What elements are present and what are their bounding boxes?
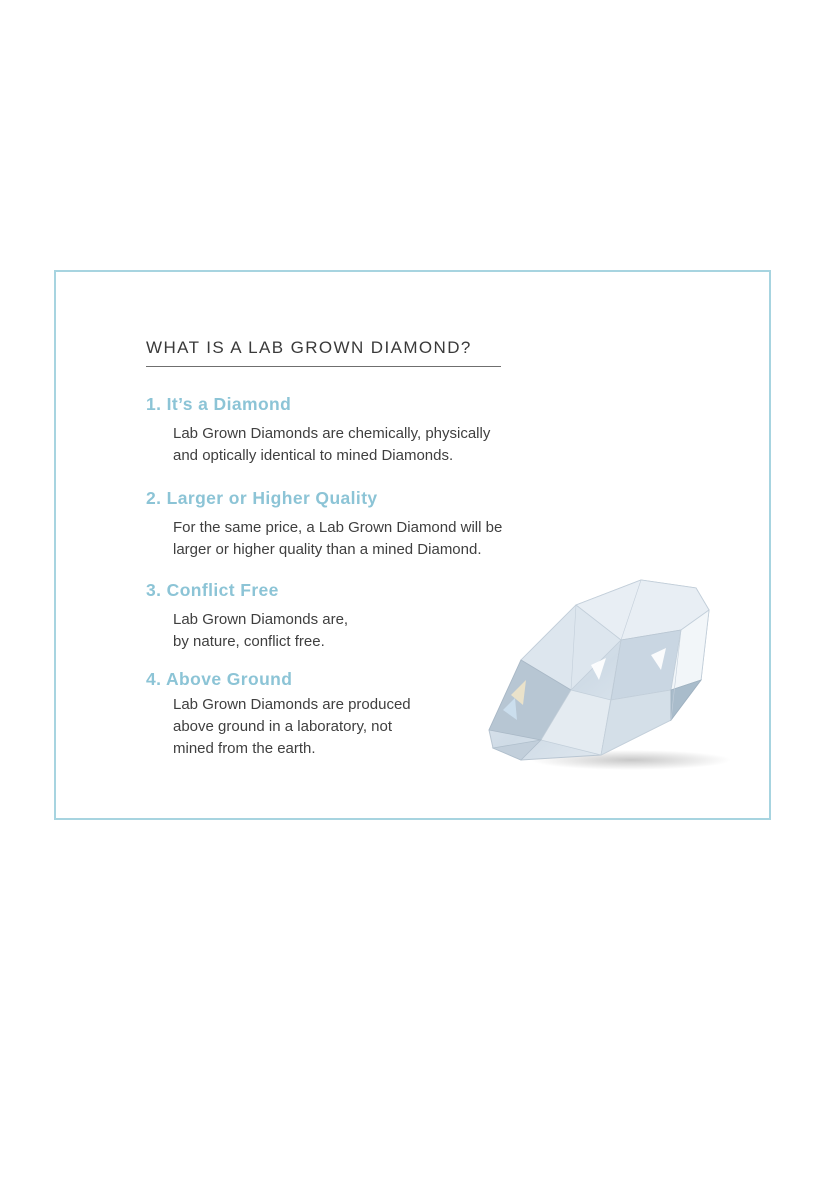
item-description-line: above ground in a laboratory, not <box>173 718 393 735</box>
item-description-line: Lab Grown Diamonds are produced <box>173 696 411 713</box>
item-description-line: by nature, conflict free. <box>173 633 325 650</box>
list-item <box>146 394 490 467</box>
item-description-line: and optically identical to mined Diamonds. <box>173 447 454 464</box>
item-description-line: For the same price, a Lab Grown Diamond will be <box>173 519 503 536</box>
item-description-line: Lab Grown Diamonds are, <box>173 611 349 628</box>
info-card <box>54 270 771 820</box>
item-description <box>173 609 348 653</box>
item-description <box>173 517 502 561</box>
item-description <box>173 694 411 760</box>
page-title: WHAT IS A LAB GROWN DIAMOND? <box>146 338 501 367</box>
item-description-line: Lab Grown Diamonds are chemically, physically <box>173 425 491 442</box>
list-item <box>146 669 411 760</box>
item-description <box>173 423 490 467</box>
diamond-icon <box>481 570 731 780</box>
item-title: 3. Conflict Free <box>146 580 279 600</box>
item-title: 1. It’s a Diamond <box>146 394 292 414</box>
item-title: 4. Above Ground <box>146 669 293 689</box>
item-description-line: mined from the earth. <box>173 740 316 757</box>
item-description-line: larger or higher quality than a mined Diamond. <box>173 541 482 558</box>
item-title: 2. Larger or Higher Quality <box>146 488 378 508</box>
list-item <box>146 488 502 561</box>
list-item <box>146 580 348 653</box>
